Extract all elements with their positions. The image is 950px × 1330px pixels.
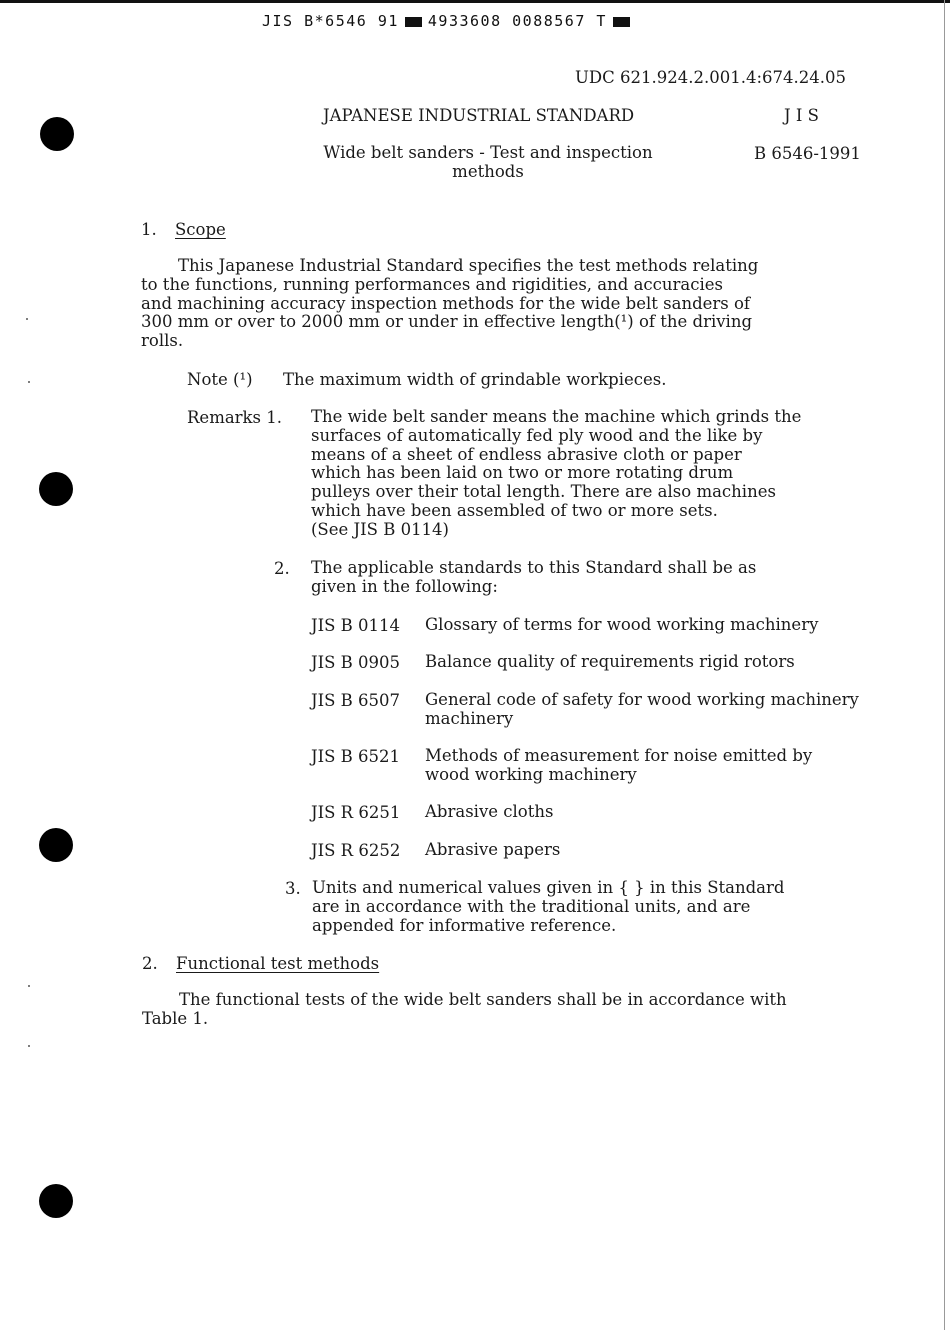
standard-title-line: Abrasive cloths [425,802,554,821]
document-title [300,144,676,182]
standard-title-line: machinery [425,708,514,728]
binder-hole [39,472,73,506]
remark-line: appended for informative reference. [312,915,617,935]
remark-line: pulleys over their total length. There are also machines [311,482,776,502]
remark-line: The applicable standards to this Standard shall be as [311,558,757,577]
standard-title [425,616,818,635]
remark-line: are in accordance with the traditional units, and are [312,896,751,916]
remark-2 [311,559,756,597]
right-border [944,0,945,1330]
paragraph-line: Table 1. [142,1008,209,1028]
binder-hole [39,828,73,862]
remark-3-number: 3. [285,879,301,898]
functional-paragraph [142,991,787,1029]
standard-title-line: Glossary of terms for wood working machinery [425,615,819,634]
remark-line: which has been laid on two or more rotating drum [311,463,734,483]
binder-hole [40,117,74,151]
section-2-number: 2. [142,954,158,973]
remark-1 [311,408,801,540]
remark-line: which have been assembled of two or more sets. [311,500,718,520]
header-code-right: 4933608 0088567 T [427,12,607,30]
paragraph-line: rolls. [141,331,184,351]
jis-mark: J I S [784,106,819,125]
redaction-block [613,17,630,27]
remark-line: given in the following: [311,576,498,596]
standard-title [425,653,795,672]
standard-title-line: General code of safety for wood working machinery [425,690,859,709]
scan-speck [28,1045,30,1047]
note-text: The maximum width of grindable workpieces. [283,370,667,389]
binder-hole [39,1184,73,1218]
standard-code: JIS R 6251 [311,803,401,822]
title-line: methods [452,161,524,181]
standard-organization: JAPANESE INDUSTRIAL STANDARD [323,106,635,125]
standard-title-line: Methods of measurement for noise emitted by [425,746,813,765]
remark-2-number: 2. [274,559,290,578]
scan-speck [28,985,30,987]
standard-title-line: wood working machinery [425,764,637,784]
remark-line: means of a sheet of endless abrasive cloth or paper [311,444,742,464]
section-1-heading: Scope [175,220,226,239]
standard-code: JIS B 6521 [311,747,401,766]
paragraph-line: 300 mm or over to 2000 mm or under in effective length(¹) of the driving [141,312,753,332]
udc-number: UDC 621.924.2.001.4:674.24.05 [575,68,846,87]
paragraph-line: This Japanese Industrial Standard specifies the test methods relating [178,256,759,275]
remark-3 [312,879,784,935]
section-1-number: 1. [141,220,157,239]
section-2-heading: Functional test methods [176,954,380,973]
standard-title [425,747,812,785]
remark-line: The wide belt sander means the machine which grinds the [311,407,802,426]
header-code-left: JIS B*6546 91 [262,12,399,30]
standard-code: JIS B 0905 [311,653,401,672]
standard-code: JIS R 6252 [311,841,401,860]
remarks-label: Remarks 1. [187,408,283,427]
standard-code: JIS B 0114 [311,616,401,635]
document-code-header [262,12,636,30]
paragraph-line: to the functions, running performances and rigidities, and accuracies [141,274,723,294]
paragraph-line: and machining accuracy inspection methods for the wide belt sanders of [141,293,751,313]
standard-title [425,803,553,822]
paragraph-line: The functional tests of the wide belt sanders shall be in accordance with [179,990,787,1009]
remark-line: Units and numerical values given in { } in this Standard [312,878,785,897]
remark-line: surfaces of automatically fed ply wood and the like by [311,425,763,445]
title-line: Wide belt sanders - Test and inspection [323,143,653,162]
standard-number: B 6546-1991 [754,144,861,163]
redaction-block [405,17,422,27]
note-label: Note (¹) [187,370,253,389]
standard-title [425,691,859,729]
top-border [0,0,950,3]
standard-code: JIS B 6507 [311,691,401,710]
standard-title-line: Balance quality of requirements rigid rotors [425,652,795,671]
scope-paragraph [141,257,758,351]
scan-speck [28,381,30,383]
scan-speck [26,318,28,320]
remark-line: (See JIS B 0114) [311,519,449,539]
standard-title [425,841,560,860]
standard-title-line: Abrasive papers [425,840,561,859]
